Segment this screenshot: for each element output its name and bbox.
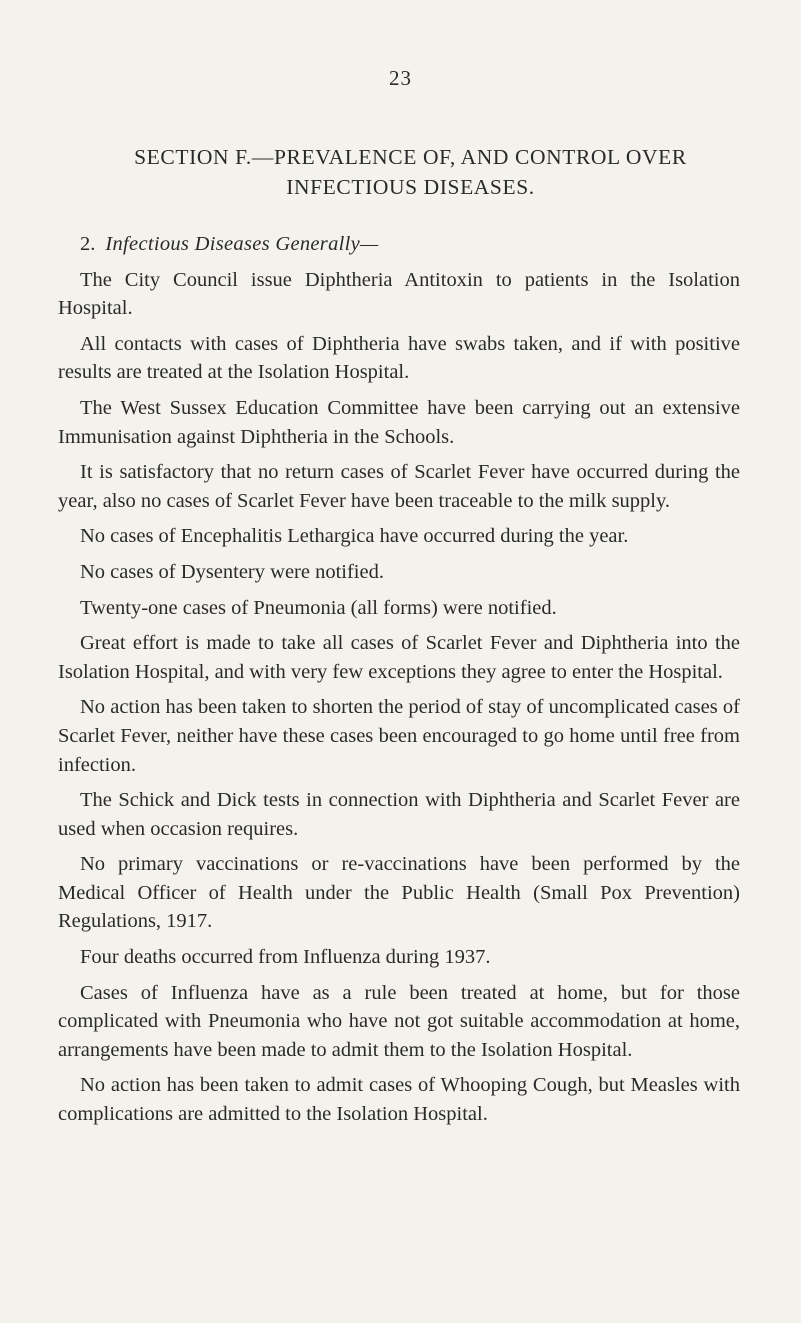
paragraph-encephalitis: No cases of Encephalitis Lethargica have occurred during the year. — [80, 525, 629, 548]
section-title — [60, 142, 761, 202]
paragraph-period-of-stay: No action has been taken to shorten the period of stay of uncomplicated cases of Scarlet Fever, neither have these cases been encouraged to go home until free from infection. — [58, 696, 740, 776]
paragraph-diphtheria-antitoxin: The City Council issue Diphtheria Antitoxin to patients in the Isolation Hospital. — [58, 268, 740, 320]
section-body — [58, 230, 740, 1136]
paragraph-diphtheria-contacts: All contacts with cases of Diphtheria have swabs taken, and if with positive results are treated at the Isolation Hospital. — [58, 332, 740, 384]
paragraph-isolation-admission: Great effort is made to take all cases of Scarlet Fever and Diphtheria into the Isolation Hospital, and with very few exceptions they agree to enter the Hospital. — [58, 632, 740, 683]
paragraph-whooping-cough-measles: No action has been taken to admit cases of Whooping Cough, but Measles with complications are admitted to the Isolation Hospital. — [58, 1074, 740, 1126]
page-number: 23 — [389, 66, 412, 90]
paragraph-influenza-deaths: Four deaths occurred from Influenza during 1937. — [80, 946, 491, 969]
paragraph-immunisation: The West Sussex Education Committee have been carrying out an extensive Immunisation against Diphtheria in the Schools. — [58, 396, 740, 448]
paragraph-vaccinations: No primary vaccinations or re-vaccinations have been performed by the Medical Officer of Health under the Public Health (Small Pox Prevention) Regulations, 1917. — [58, 853, 740, 933]
paragraph-schick-dick-tests: The Schick and Dick tests in connection with Diphtheria and Scarlet Fever are used when occasion requires. — [58, 789, 740, 840]
subheading-text: Infectious Diseases Generally— — [105, 233, 379, 255]
paragraph-influenza-treatment: Cases of Influenza have as a rule been treated at home, but for those complicated with Pneumonia who have not got suitable accommodation at home, arrangements have been made to admit them to the Isolation Hospital. — [58, 981, 740, 1061]
subheading — [58, 230, 740, 259]
section-title-line-1: SECTION F.—PREVALENCE OF, AND CONTROL OVER — [134, 145, 687, 169]
section-title-line-2: INFECTIOUS DISEASES. — [286, 175, 535, 199]
paragraph-pneumonia: Twenty-one cases of Pneumonia (all forms) were notified. — [80, 596, 557, 619]
subheading-number: 2. — [80, 233, 96, 255]
paragraph-dysentery: No cases of Dysentery were notified. — [80, 560, 384, 583]
paragraph-scarlet-fever-returns: It is satisfactory that no return cases of Scarlet Fever have occurred during the year, also no cases of Scarlet Fever have been traceable to the milk supply. — [58, 461, 740, 512]
